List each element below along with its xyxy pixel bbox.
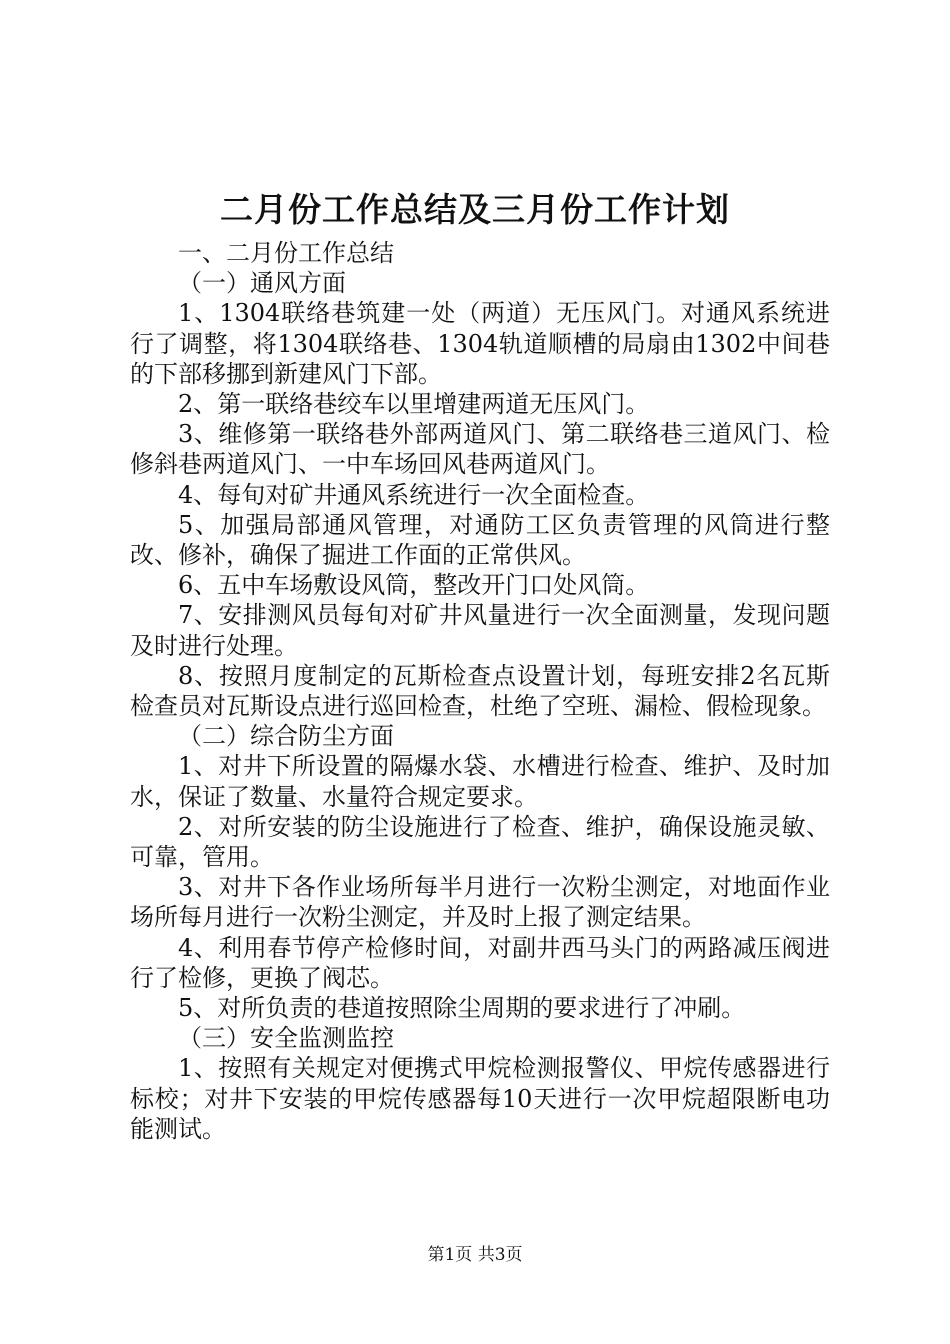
- subsection-heading: （二）综合防尘方面: [178, 722, 394, 751]
- body-paragraph: 6、五中车场敷设风筒，整改开门口处风筒。: [178, 571, 650, 600]
- document-title: 二月份工作总结及三月份工作计划: [220, 190, 730, 229]
- subsection-heading: （一）通风方面: [178, 269, 346, 298]
- body-paragraph: 5、对所负责的巷道按照除尘周期的要求进行了冲刷。: [178, 994, 746, 1023]
- body-paragraph: 7、安排测风员每旬对矿井风量进行一次全面测量，发现问题及时进行处理。: [130, 601, 830, 660]
- body-paragraph: 4、利用春节停产检修时间，对副井西马头门的两路减压阀进行了检修，更换了阀芯。: [130, 933, 830, 992]
- body-paragraph: 1、按照有关规定对便携式甲烷检测报警仪、甲烷传感器进行标校；对井下安装的甲烷传感器每10天进行一次甲烷超限断电功能测试。: [130, 1054, 830, 1143]
- body-paragraph: 1、1304联络巷筑建一处（两道）无压风门。对通风系统进行了调整，将1304联络巷、1304轨道顺槽的局扇由1302中间巷的下部移挪到新建风门下部。: [130, 299, 830, 388]
- body-paragraph: 4、每旬对矿井通风系统进行一次全面检查。: [178, 480, 650, 509]
- document-body: [130, 238, 830, 1144]
- body-paragraph: 1、对井下所设置的隔爆水袋、水槽进行检查、维护、及时加水，保证了数量、水量符合规定要求。: [130, 752, 830, 811]
- body-paragraph: 8、按照月度制定的瓦斯检查点设置计划，每班安排2名瓦斯检查员对瓦斯设点进行巡回检查，杜绝了空班、漏检、假检现象。: [130, 661, 830, 721]
- subsection-heading: （三）安全监测监控: [178, 1024, 394, 1053]
- page-footer: 第1页 共3页: [427, 1245, 523, 1265]
- body-paragraph: 2、第一联络巷绞车以里增建两道无压风门。: [178, 390, 650, 419]
- body-paragraph: 3、对井下各作业场所每半月进行一次粉尘测定，对地面作业场所每月进行一次粉尘测定，并及时上报了测定结果。: [130, 873, 830, 932]
- section-heading: 一、二月份工作总结: [178, 239, 394, 267]
- body-paragraph: 5、加强局部通风管理，对通防工区负责管理的风筒进行整改、修补，确保了掘进工作面的正常供风。: [130, 510, 830, 570]
- body-paragraph: 3、维修第一联络巷外部两道风门、第二联络巷三道风门、检修斜巷两道风门、一中车场回风巷两道风门。: [130, 420, 830, 479]
- body-paragraph: 2、对所安装的防尘设施进行了检查、维护，确保设施灵敏、可靠，管用。: [130, 812, 830, 872]
